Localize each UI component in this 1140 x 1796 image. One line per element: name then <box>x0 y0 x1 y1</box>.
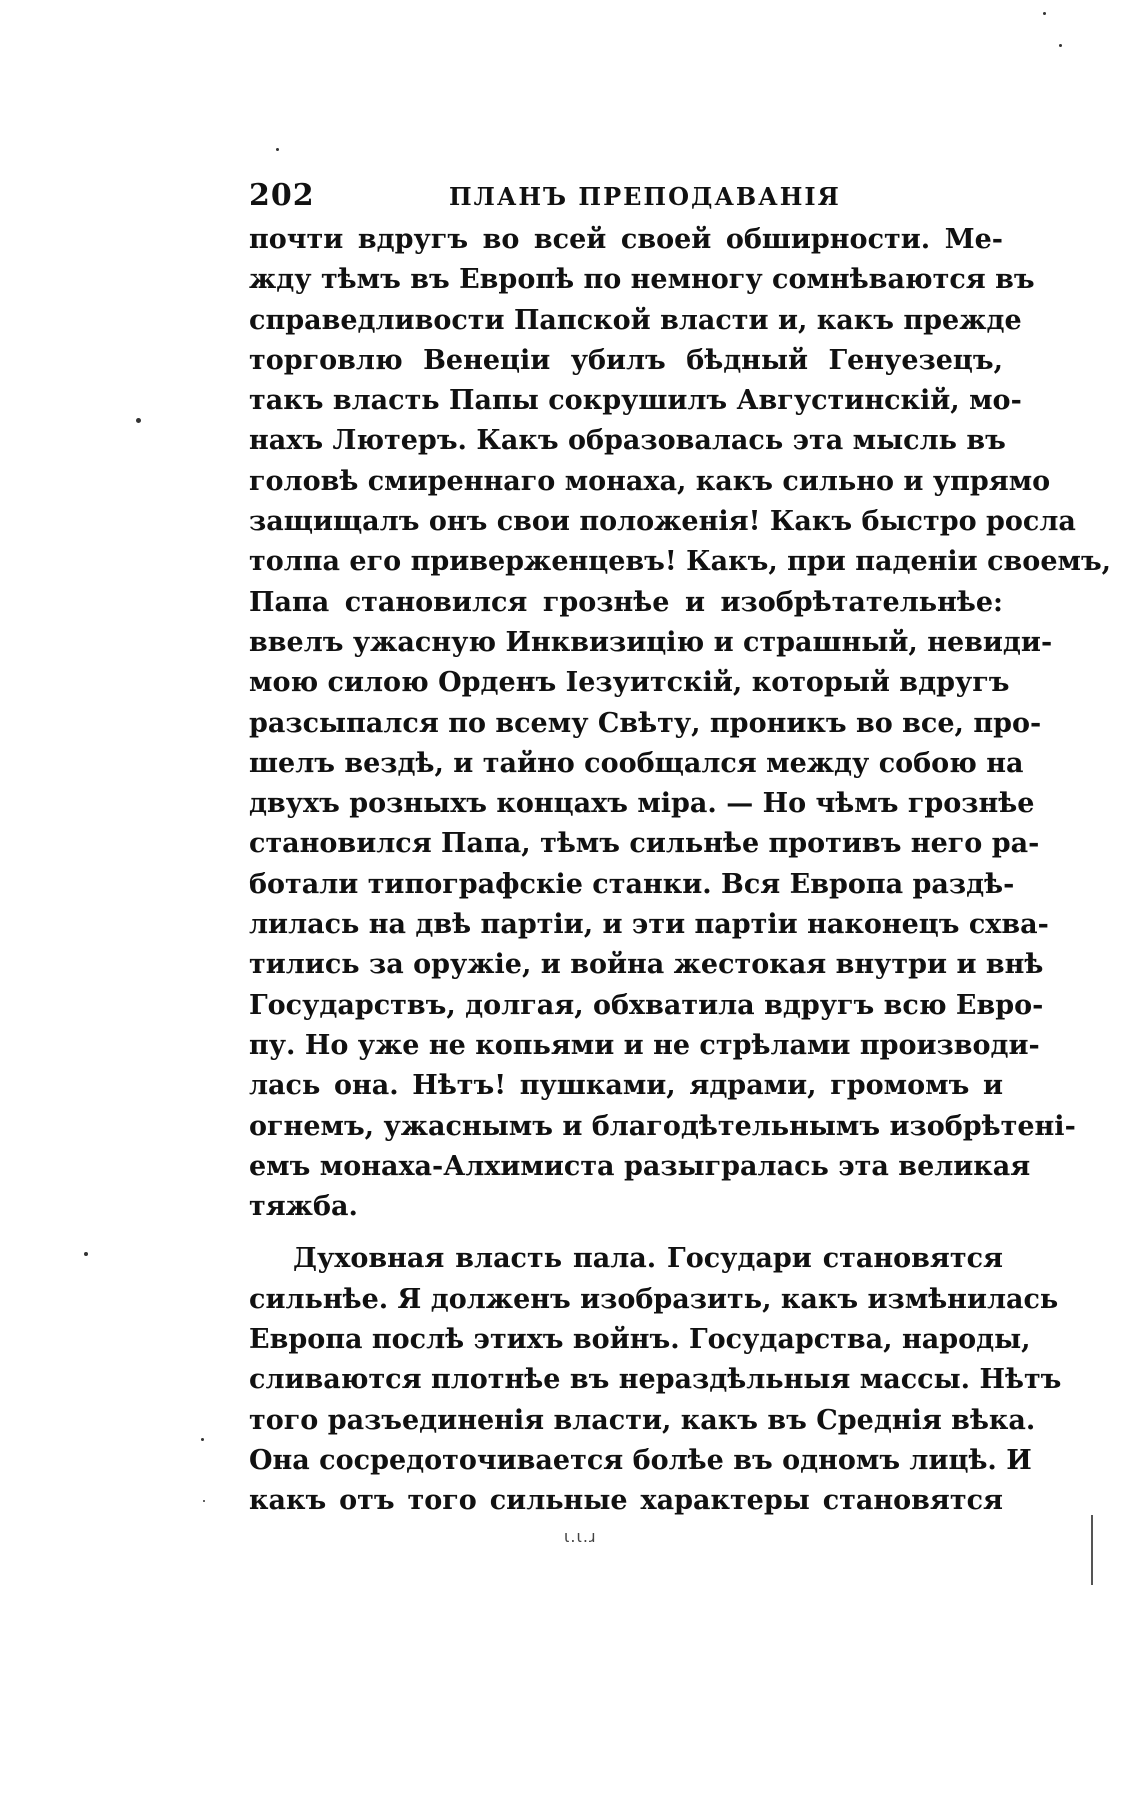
text-line: ввелъ ужасную Инквизицію и страшный, невиди- <box>249 626 1053 658</box>
text-line: емъ монаха-Алхимиста разыгралась эта великая <box>249 1150 1031 1182</box>
ink-speck <box>203 1500 205 1502</box>
margin-rule-mark <box>1091 1515 1093 1585</box>
paragraph-2 <box>249 1239 1062 1521</box>
ink-speck <box>201 1438 204 1441</box>
text-line: головѣ смиреннаго монаха, какъ сильно и упрямо <box>249 465 1051 497</box>
text-line: того разъединенія власти, какъ въ Среднія вѣка. <box>249 1404 1036 1436</box>
text-line: такъ власть Папы сокрушилъ Августинскій, мо- <box>249 385 1022 417</box>
running-title: ПЛАНЪ ПРЕПОДАВАНІЯ <box>449 182 841 211</box>
text-line: Духовная власть пала. Государи становятся <box>293 1243 1003 1275</box>
text-line: тились за оружіе, и война жестокая внутри и внѣ <box>249 949 1044 981</box>
text-line: лась она. Нѣтъ! пушками, ядрами, громомъ и <box>249 1070 1003 1102</box>
text-line: ботали типографскіе станки. Вся Европа раздѣ- <box>249 868 1015 900</box>
text-line: сильнѣе. Я долженъ изобразить, какъ измѣнилась <box>249 1283 1059 1315</box>
page-number: 202 <box>249 178 315 213</box>
ink-speck <box>136 418 141 423</box>
text-line: защищалъ онъ свои положенія! Какъ быстро росла <box>249 506 1076 538</box>
paragraph-gap <box>249 1227 1003 1239</box>
text-line: почти вдругъ во всей своей обширности. Ме- <box>249 224 1003 255</box>
ink-speck <box>276 148 279 151</box>
text-line: толпа его приверженцевъ! Какъ, при паденіи своемъ, <box>249 546 1112 578</box>
paragraph-1 <box>249 220 1112 1227</box>
text-line: Папа становился грознѣе и изобрѣтательнѣе: <box>249 586 1003 618</box>
text-line: становился Папа, тѣмъ сильнѣе противъ него ра- <box>249 828 1040 860</box>
text-line: шелъ вездѣ, и тайно сообщался между собою на <box>249 747 1024 779</box>
text-line: сливаются плотнѣе въ нераздѣльныя массы. Нѣтъ <box>249 1364 1062 1396</box>
text-line: жду тѣмъ въ Европѣ по немногу сомнѣваются въ <box>249 264 1035 296</box>
text-line: Европа послѣ этихъ войнъ. Государства, народы, <box>249 1324 1031 1356</box>
page-header <box>249 172 1003 220</box>
text-line: торговлю Венеціи убилъ бѣдный Генуезецъ, <box>249 344 1003 376</box>
text-line: пу. Но уже не копьями и не стрѣлами производи- <box>249 1029 1040 1061</box>
text-line: Государствъ, долгая, обхватила вдругъ всю Евро- <box>249 989 1044 1021</box>
text-line: Она сосредоточивается болѣе въ одномъ лицѣ. И <box>249 1444 1032 1476</box>
text-line: нахъ Лютеръ. Какъ образовалась эта мысль въ <box>249 425 1006 457</box>
text-line: огнемъ, ужаснымъ и благодѣтельнымъ изобрѣтені- <box>249 1110 1076 1142</box>
ink-speck <box>84 1252 88 1256</box>
signature-mark: ι.ι.ɹ <box>564 1527 597 1546</box>
text-line: справедливости Папской власти и, какъ прежде <box>249 304 1022 336</box>
text-line: двухъ розныхъ концахъ міра. — Но чѣмъ грознѣе <box>249 788 1035 820</box>
text-line: лилась на двѣ партіи, и эти партіи наконецъ схва- <box>249 909 1049 941</box>
ink-speck <box>1059 44 1062 47</box>
text-line: какъ отъ того сильные характеры становятся <box>249 1485 1003 1517</box>
ink-speck <box>1043 12 1046 15</box>
page-text-block <box>249 172 1112 1522</box>
text-line: тяжба. <box>249 1191 358 1223</box>
text-line: разсыпался по всему Свѣту, проникъ во все, про- <box>249 707 1042 739</box>
text-line: мою силою Орденъ Іезуитскій, который вдругъ <box>249 667 1010 699</box>
